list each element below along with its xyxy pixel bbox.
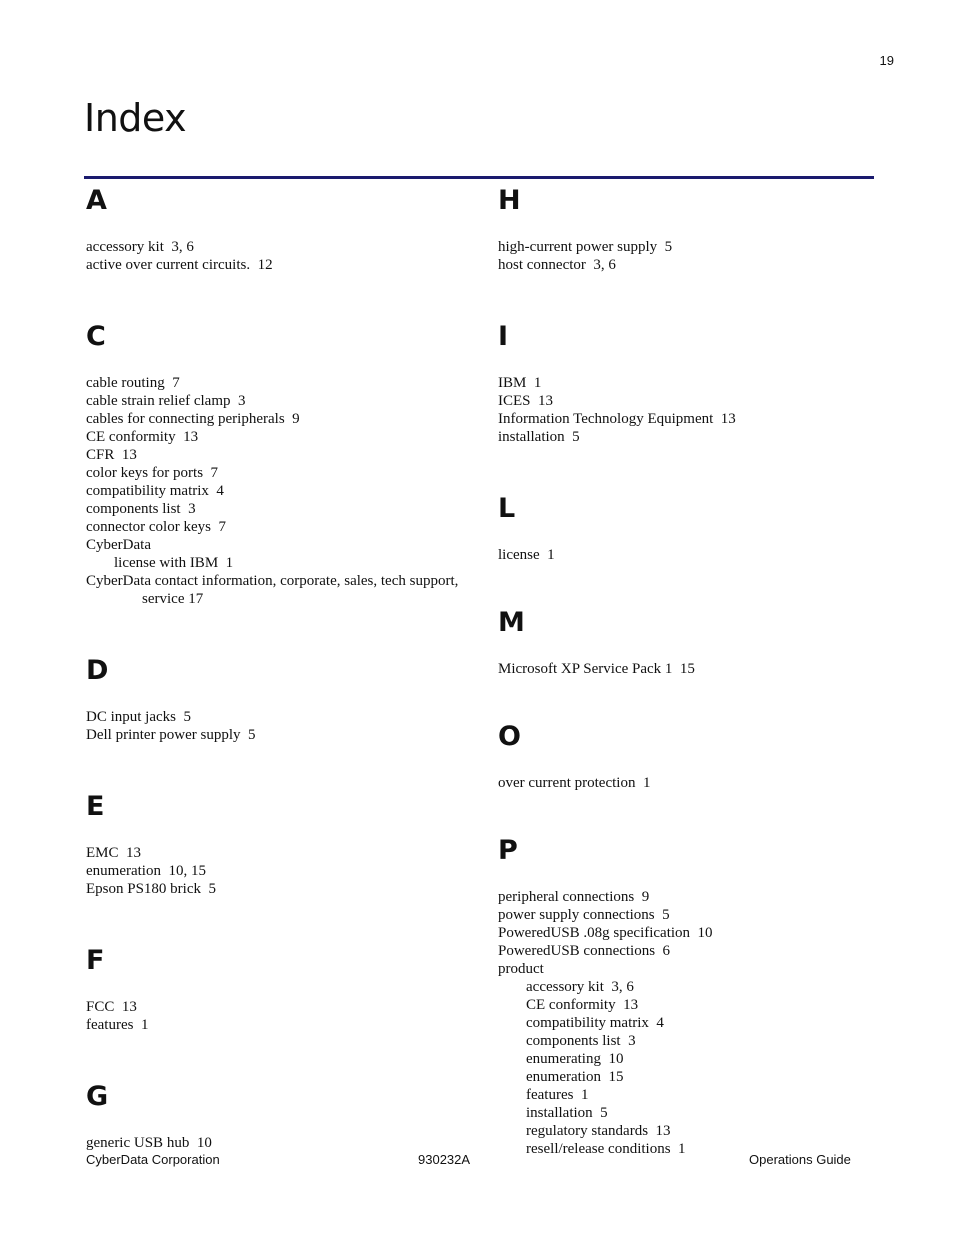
index-entry: DC input jacks 5 [86, 709, 191, 725]
index-entry: compatibility matrix 4 [86, 483, 224, 499]
index-entry: IBM 1 [498, 375, 542, 391]
index-entry: active over current circuits. 12 [86, 257, 273, 273]
section-letter: P [498, 835, 518, 866]
index-entry: components list 3 [86, 501, 196, 517]
index-entry: license 1 [498, 547, 555, 563]
index-subentry: regulatory standards 13 [526, 1123, 671, 1139]
footer-company: CyberData Corporation [86, 1152, 220, 1167]
index-section-d [86, 654, 466, 744]
index-entry: power supply connections 5 [498, 907, 670, 923]
index-entry: CFR 13 [86, 447, 137, 463]
index-entry: connector color keys 7 [86, 519, 226, 535]
index-entry: over current protection 1 [498, 775, 651, 791]
index-entry: generic USB hub 10 [86, 1135, 212, 1151]
index-entry: CyberData [86, 537, 151, 553]
index-entry: Epson PS180 brick 5 [86, 881, 217, 897]
index-entry: CyberData contact information, corporate, sales, tech support, service 17 [86, 573, 459, 607]
index-section-f [86, 944, 466, 1034]
index-column-left [86, 184, 466, 1152]
section-letter: A [86, 185, 107, 216]
index-entry: high-current power supply 5 [498, 239, 673, 255]
index-subentry: installation 5 [526, 1105, 608, 1121]
section-letter: E [86, 791, 104, 822]
index-section-l [498, 492, 878, 564]
index-subentry: compatibility matrix 4 [526, 1015, 664, 1031]
index-entry: cable routing 7 [86, 375, 180, 391]
footer-guide-title: Operations Guide [749, 1152, 851, 1167]
index-section-o [498, 720, 878, 792]
index-subentry: license with IBM 1 [114, 555, 234, 571]
section-letter: C [86, 321, 106, 352]
index-entry: cable strain relief clamp 3 [86, 393, 246, 409]
index-entry: Microsoft XP Service Pack 1 15 [498, 661, 695, 677]
index-entry: ICES 13 [498, 393, 554, 409]
index-entry: Information Technology Equipment 13 [498, 411, 736, 427]
footer-doc-number: 930232A [418, 1152, 471, 1167]
title-rule [84, 176, 874, 179]
index-subentry: accessory kit 3, 6 [526, 979, 634, 995]
section-letter: M [498, 607, 525, 638]
index-subentry: resell/release conditions 1 [526, 1141, 686, 1157]
index-section-m [498, 606, 878, 678]
index-section-g [86, 1080, 466, 1152]
section-letter: L [498, 493, 515, 524]
index-entry: color keys for ports 7 [86, 465, 219, 481]
index-entry: installation 5 [498, 429, 580, 445]
index-subentry: CE conformity 13 [526, 997, 639, 1013]
section-letter: F [86, 945, 104, 976]
index-subentry: enumeration 15 [526, 1069, 624, 1085]
index-entry: product [498, 961, 544, 977]
index-entry: Dell printer power supply 5 [86, 727, 256, 743]
index-section-i [498, 320, 878, 446]
index-entry: cables for connecting peripherals 9 [86, 411, 300, 427]
section-letter: H [498, 185, 521, 216]
index-subentry: features 1 [526, 1087, 589, 1103]
section-letter: O [498, 721, 521, 752]
index-entry: host connector 3, 6 [498, 257, 616, 273]
index-section-e [86, 790, 466, 898]
index-entry: enumeration 10, 15 [86, 863, 206, 879]
index-section-c [86, 320, 466, 608]
index-entry: CE conformity 13 [86, 429, 199, 445]
index-entry: features 1 [86, 1017, 149, 1033]
section-letter: D [86, 655, 108, 686]
index-column-right [498, 184, 878, 1158]
index-subentry: enumerating 10 [526, 1051, 624, 1067]
section-letter: G [86, 1081, 108, 1112]
index-section-a [86, 184, 466, 274]
index-subentry: components list 3 [526, 1033, 636, 1049]
index-entry: EMC 13 [86, 845, 142, 861]
index-entry: FCC 13 [86, 999, 137, 1015]
index-entry: PoweredUSB .08g specification 10 [498, 925, 713, 941]
section-letter: I [498, 321, 508, 352]
page-number: 19 [879, 53, 894, 68]
index-section-p [498, 834, 878, 1158]
index-section-h [498, 184, 878, 274]
page-title: Index [84, 96, 187, 140]
index-entry: accessory kit 3, 6 [86, 239, 194, 255]
index-entry: peripheral connections 9 [498, 889, 650, 905]
index-entry: PoweredUSB connections 6 [498, 943, 671, 959]
